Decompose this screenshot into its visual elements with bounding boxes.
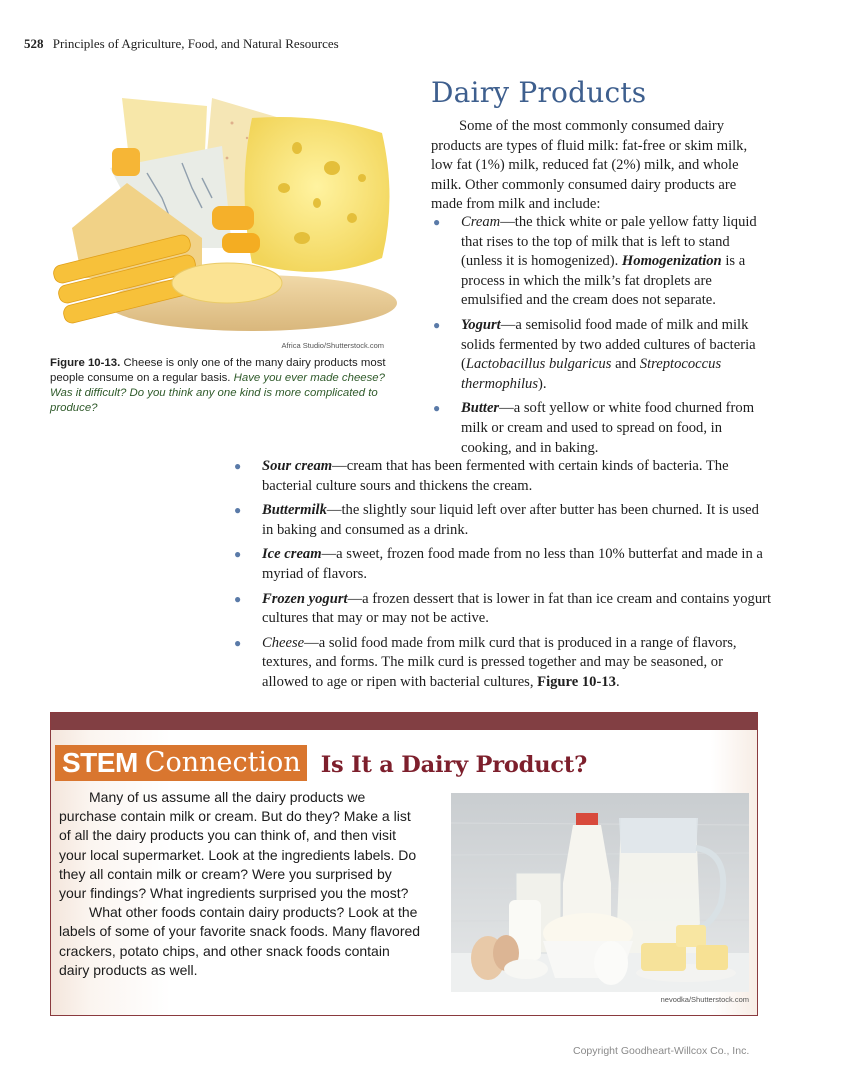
term: Cheese: [262, 634, 305, 651]
stem-paragraph: What other foods contain dairy products? Look at the labels of some of your favorite snack foods. Many flavored crackers, potato chips, and other snack foods contain dairy products as well.: [59, 904, 421, 978]
term: Buttermilk: [262, 502, 327, 519]
stem-badge-connection: Connection: [144, 747, 301, 778]
caption-question: Have you ever made cheese? Was it difficult? Do you think any one kind is more complicated to produce?: [50, 372, 385, 414]
dairy-products-photo: [451, 793, 749, 992]
photo-credit-dairy: nevodka/Shutterstock.com: [660, 995, 749, 1004]
list-item-cheese: [232, 634, 772, 693]
species-name: Lactobacillus bulgaricus: [465, 356, 612, 373]
cheese-photo: [52, 78, 397, 338]
stem-connection-box: [50, 712, 758, 1016]
intro-paragraph: Some of the most commonly consumed dairy products are types of fluid milk: fat-free or skim milk, low fat (1%) milk, reduced fat (2%) milk, and whole milk. Other commonly consumed dairy products are made from milk and include:: [431, 118, 748, 213]
species-name: Streptococcus thermophilus: [461, 356, 722, 392]
bullet-icon: ●: [234, 635, 242, 650]
stem-title: Is It a Dairy Product?: [320, 752, 588, 778]
list-item-sour-cream: [232, 457, 772, 496]
definition: —a semisolid food made of milk and milk solids fermented by two added cultures of bacteria (: [461, 316, 756, 373]
definition: —a soft yellow or white food churned from milk or cream and used to spread on food, in cooking, and in baking.: [461, 400, 755, 456]
bullet-icon: ●: [234, 591, 242, 606]
page-number: 528: [24, 36, 44, 51]
definition: —a sweet, frozen food made from no less than 10% butterfat and made in a myriad of flavors.: [262, 546, 763, 582]
bullet-icon: ●: [433, 317, 441, 332]
term: Sour cream: [262, 458, 333, 474]
book-title: Principles of Agriculture, Food, and Natural Resources: [52, 36, 339, 51]
definition: —the slightly sour liquid left over after butter has been churned. It is used in baking and consumed as a drink.: [262, 502, 759, 538]
list-item-butter: [431, 399, 761, 458]
definition-end: .: [615, 673, 620, 690]
list-item-buttermilk: [232, 501, 772, 540]
definition: —cream that has been fermented with certain kinds of bacteria. The bacterial culture sours and thickens the cream.: [262, 458, 729, 494]
term-homogenization: Homogenization: [621, 253, 722, 270]
figure-reference[interactable]: Figure 10-13: [537, 673, 616, 690]
definition: is a process in which the milk’s fat droplets are emulsified and the cream does not separate.: [461, 253, 746, 309]
bullet-icon: ●: [433, 401, 441, 416]
term: Yogurt: [461, 316, 501, 333]
stem-paragraph: Many of us assume all the dairy products we purchase contain milk or cream. But do they? Make a list of all the dairy products you can think of, and then visit your local supermarket. Look at the ingredients labels. Do they all contain milk or cream? Were you surprised by your findings? What ingredients surprised you the most?: [59, 789, 417, 902]
term: Ice cream: [262, 546, 322, 563]
section-title: Dairy Products: [431, 76, 647, 109]
dairy-list-top: [431, 213, 761, 463]
bullet-icon: ●: [234, 547, 242, 562]
definition: —a solid food made from milk curd that is produced in a range of flavors, textures, and forms. The milk curd is pressed together and may be seasoned, or allowed to age or ripen with bacterial cultures,: [262, 634, 737, 690]
copyright: Copyright Goodheart-Willcox Co., Inc.: [573, 1045, 750, 1057]
figure-label: Figure 10-13.: [50, 357, 121, 369]
figure-caption: [50, 356, 410, 416]
stem-badge: [55, 745, 307, 781]
stem-badge-stem: STEM: [62, 746, 138, 778]
list-item-cream: [431, 213, 761, 311]
definition: ).: [538, 375, 547, 392]
bullet-icon: ●: [234, 459, 242, 473]
definition: —the thick white or pale yellow fatty liquid that rises to the top of milk that is left to stand (unless it is homogenized).: [461, 214, 757, 270]
stem-header-bar: [51, 713, 757, 730]
definition: and: [611, 356, 640, 373]
caption-text: Cheese is only one of the many dairy products most people consume on a regular basis.: [50, 357, 386, 384]
list-item-frozen-yogurt: [232, 590, 772, 629]
stem-heading: [55, 745, 587, 781]
stem-body: [59, 788, 421, 980]
term: Frozen yogurt: [262, 590, 348, 607]
bullet-icon: ●: [234, 503, 242, 518]
dairy-list-bottom: [232, 457, 772, 698]
list-item-ice-cream: [232, 545, 772, 584]
running-head: [24, 36, 339, 52]
list-item-yogurt: [431, 316, 761, 394]
term: Cream: [461, 214, 501, 230]
definition: —a frozen dessert that is lower in fat than ice cream and contains yogurt cultures that may or may not be active.: [262, 590, 772, 627]
bullet-icon: ●: [433, 215, 441, 229]
photo-credit-cheese: Africa Studio/Shutterstock.com: [281, 341, 384, 350]
term: Butter: [461, 400, 500, 417]
